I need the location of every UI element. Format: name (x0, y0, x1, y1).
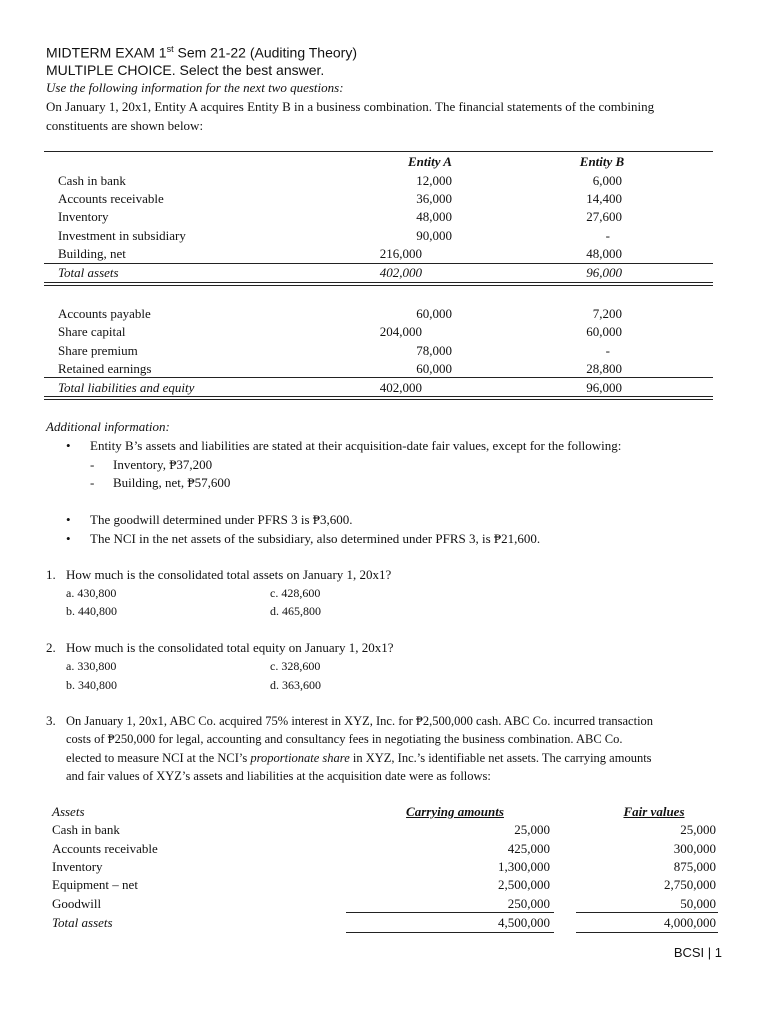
table1-row-label: Share premium (58, 343, 138, 358)
table1-row-label: Accounts payable (58, 306, 151, 321)
table1-subtotal-rule (44, 263, 713, 264)
table1-total-liab-b: 96,000 (586, 380, 622, 395)
table1-row-label: Building, net (58, 246, 126, 261)
table2-row-carry: 250,000 (507, 896, 550, 911)
table2-row-carry: 25,000 (514, 822, 550, 837)
table1-row-b: - (605, 228, 610, 243)
q2-text: How much is the consolidated total equity on January 1, 20x1? (66, 640, 394, 655)
q3-line-2: costs of ₱250,000 for legal, accounting and consultancy fees in negotiating the business combination. ABC Co. (66, 732, 623, 746)
instruction-text: Use the following information for the next two questions: (46, 80, 344, 95)
table2-total-carry: 4,500,000 (498, 915, 550, 930)
q3-line-3b: proportionate share (250, 751, 350, 765)
table1-liab-total-rule-2 (44, 399, 713, 400)
table2-total-fair: 4,000,000 (664, 915, 716, 930)
title-suffix: Sem 21-22 (Auditing Theory) (173, 44, 357, 61)
q3-line-1: On January 1, 20x1, ABC Co. acquired 75% interest in XYZ, Inc. for ₱2,500,000 cash. ABC Co. incurred transaction (66, 714, 654, 728)
additional-heading: Additional information: (46, 419, 170, 434)
table1-row-label: Retained earnings (58, 361, 152, 376)
table2-row-label: Goodwill (52, 896, 102, 911)
table1-total-rule-2 (44, 285, 713, 286)
exam-title (46, 44, 357, 61)
table1-row-b: 28,800 (586, 361, 622, 376)
table2-row-label: Accounts receivable (52, 841, 158, 856)
q2-number: 2. (46, 640, 56, 655)
intro-line-2: constituents are shown below: (46, 118, 204, 133)
table1-row-label: Inventory (58, 209, 109, 224)
table2-row-fair: 2,750,000 (664, 877, 716, 892)
table2-total-label: Total assets (52, 915, 113, 930)
q3-line-3c: in XYZ, Inc.’s identifiable net assets. The carrying amounts (349, 751, 652, 765)
table1-col-b-header: Entity B (579, 154, 625, 169)
table1-row-label: Accounts receivable (58, 191, 164, 206)
table2-col-fair: Fair values (623, 804, 685, 819)
table1-top-rule (44, 151, 713, 152)
table1-row-b: 14,400 (586, 191, 622, 206)
title-sup: st (166, 44, 174, 54)
additional-bullet-1: Entity B’s assets and liabilities are stated at their acquisition-date fair values, except for the following: (90, 438, 622, 453)
q1-choice-c[interactable]: c. 428,600 (270, 586, 321, 600)
table2-row-label: Cash in bank (52, 822, 120, 837)
table1-row-label: Cash in bank (58, 173, 126, 188)
additional-bullet-2: The goodwill determined under PFRS 3 is ₱3,600. (90, 512, 353, 527)
table1-row-a: 90,000 (416, 228, 452, 243)
table2-row-carry: 1,300,000 (498, 859, 550, 874)
table1-row-a: 36,000 (416, 191, 452, 206)
table1-row-b: 7,200 (592, 306, 622, 321)
table1-total-assets-a: 402,000 (379, 265, 422, 280)
table1-row-a: 60,000 (416, 306, 452, 321)
table1-total-liab-label: Total liabilities and equity (58, 380, 195, 395)
table1-row-a: 48,000 (416, 209, 452, 224)
table1-total-assets-b: 96,000 (586, 265, 622, 280)
table1-row-b: 6,000 (592, 173, 622, 188)
q1-choice-d[interactable]: d. 465,800 (270, 604, 321, 618)
table1-total-liab-a: 402,000 (379, 380, 422, 395)
q1-text: How much is the consolidated total assets on January 1, 20x1? (66, 567, 392, 582)
q3-line-3a: elected to measure NCI at the NCI’s (66, 751, 251, 765)
table1-row-b: - (605, 343, 610, 358)
table2-row-fair: 25,000 (680, 822, 716, 837)
table1-row-a: 204,000 (379, 324, 422, 339)
bullet-icon: • (66, 531, 71, 546)
dash-icon: - (90, 457, 95, 472)
table1-row-label: Investment in subsidiary (58, 228, 186, 243)
table1-total-rule-1 (44, 282, 713, 283)
q1-number: 1. (46, 567, 56, 582)
table2-carry-subtotal-rule (346, 912, 554, 913)
table2-col-carry: Carrying amounts (406, 804, 504, 819)
table1-row-label: Share capital (58, 324, 126, 339)
q2-choice-d[interactable]: d. 363,600 (270, 678, 321, 692)
dash-icon: - (90, 475, 95, 490)
page-footer: BCSI | 1 (673, 945, 722, 960)
table1-row-b: 27,600 (586, 209, 622, 224)
bullet-icon: • (66, 512, 71, 527)
table1-row-a: 12,000 (416, 173, 452, 188)
intro-line-1: On January 1, 20x1, Entity A acquires Entity B in a business combination. The financial statements of the combining (46, 99, 655, 114)
table1-row-a: 60,000 (416, 361, 452, 376)
table2-row-fair: 50,000 (680, 896, 716, 911)
q2-choice-a[interactable]: a. 330,800 (66, 659, 117, 673)
table2-fair-subtotal-rule (576, 912, 718, 913)
additional-bullet-3: The NCI in the net assets of the subsidiary, also determined under PFRS 3, is ₱21,600. (90, 531, 541, 546)
q2-choice-c[interactable]: c. 328,600 (270, 659, 321, 673)
table2-fair-total-rule (576, 932, 718, 933)
table2-row-carry: 2,500,000 (498, 877, 550, 892)
table2-row-carry: 425,000 (507, 841, 550, 856)
table2-row-fair: 300,000 (673, 841, 716, 856)
table1-liab-total-rule-1 (44, 396, 713, 397)
q3-number: 3. (46, 713, 56, 728)
additional-sub-1: Inventory, ₱37,200 (113, 457, 213, 472)
q2-choice-b[interactable]: b. 340,800 (66, 678, 117, 692)
q1-choice-b[interactable]: b. 440,800 (66, 604, 117, 618)
table2-row-fair: 875,000 (673, 859, 716, 874)
exam-subtitle: MULTIPLE CHOICE. Select the best answer. (46, 62, 325, 78)
table2-row-label: Inventory (52, 859, 103, 874)
table2-row-label: Equipment – net (52, 877, 138, 892)
table2-carry-total-rule (346, 932, 554, 933)
title-prefix: MIDTERM EXAM 1 (46, 44, 167, 61)
additional-sub-2: Building, net, ₱57,600 (113, 475, 231, 490)
bullet-icon: • (66, 438, 71, 453)
q3-line-4: and fair values of XYZ’s assets and liabilities at the acquisition date were as follows: (66, 769, 491, 783)
table1-row-a: 216,000 (379, 246, 422, 261)
table1-total-assets-label: Total assets (58, 265, 119, 280)
q1-choice-a[interactable]: a. 430,800 (66, 586, 117, 600)
table2-head-label: Assets (52, 804, 85, 819)
table1-row-b: 48,000 (586, 246, 622, 261)
table1-col-a-header: Entity A (408, 154, 452, 169)
table1-row-b: 60,000 (586, 324, 622, 339)
q3-line-3 (66, 750, 652, 766)
table1-row-a: 78,000 (416, 343, 452, 358)
table1-liab-subtotal-rule (44, 377, 713, 378)
